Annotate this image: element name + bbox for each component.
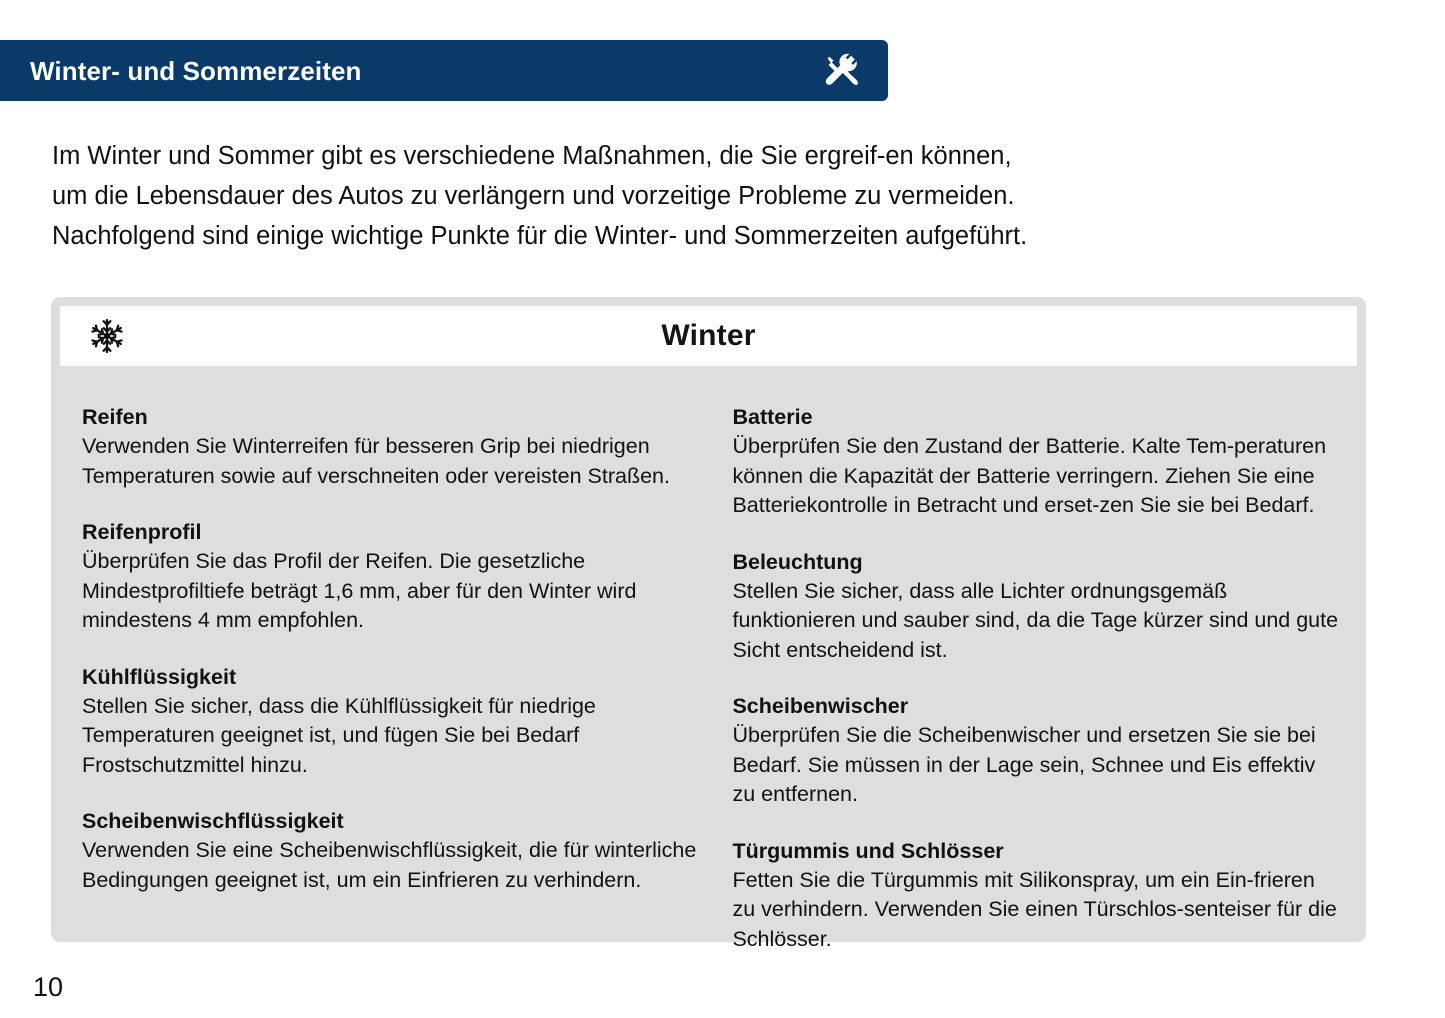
winter-section-header — [60, 306, 1357, 366]
entry-text: Verwenden Sie Winterreifen für besseren Grip bei niedrigen Temperaturen sowie auf verschneiten oder vereisten Straßen. — [82, 434, 670, 488]
list-item — [82, 807, 700, 895]
winter-section-panel — [51, 297, 1366, 951]
list-item — [732, 837, 1339, 955]
list-item — [732, 692, 1339, 810]
list-item — [82, 663, 700, 781]
entry-text: Verwenden Sie eine Scheibenwischflüssigkeit, die für winterliche Bedingungen geeignet ist, um ein Einfrieren zu verhindern. — [82, 838, 697, 892]
entry-text: Stellen Sie sicher, dass alle Lichter ordnungsgemäß funktionieren und sauber sind, da die Tage kürzer sind und gute Sicht entscheidend ist. — [732, 578, 1339, 662]
list-item — [732, 548, 1339, 666]
winter-section-body — [60, 366, 1357, 954]
list-item — [82, 403, 700, 491]
entry-title: Türgummis und Schlösser — [732, 838, 1004, 863]
snowflake-icon — [86, 315, 128, 357]
entry-title: Scheibenwischer — [732, 694, 909, 718]
entry-title: Scheibenwischflüssigkeit — [82, 809, 344, 833]
page-title: Winter- und Sommerzeiten — [30, 55, 362, 86]
list-item — [82, 518, 700, 636]
entry-title: Batterie — [732, 405, 813, 429]
winter-left-column — [60, 403, 710, 954]
intro-paragraph: Im Winter und Sommer gibt es verschiedene Maßnahmen, die Sie ergreif-en können, um die Lebensdauer des Autos zu verlängern und vorzeitige Probleme zu vermeiden. Nachfolgend sind einige wichtige Punkte für die Winter- und Sommerzeiten aufgeführt. — [52, 142, 1028, 250]
entry-title: Kühlflüssigkeit — [82, 664, 237, 689]
winter-right-column — [710, 403, 1357, 954]
page-header-bar — [0, 40, 888, 101]
page-number: 10 — [33, 972, 64, 1002]
list-item — [732, 403, 1339, 521]
entry-text: Überprüfen Sie den Zustand der Batterie. Kalte Tem-peraturen können die Kapazität der Batterie verringern. Ziehen Sie eine Batteriekontrolle in Betracht und erset-zen Sie sie bei Bedarf. — [732, 434, 1327, 517]
season-title: Winter — [661, 319, 756, 352]
entry-text: Überprüfen Sie das Profil der Reifen. Die gesetzliche Mindestprofiltiefe beträgt 1,6 mm, aber für den Winter wird mindestens 4 mm empfohlen. — [82, 549, 637, 632]
screwdriver-wrench-icon — [822, 51, 862, 91]
entry-text: Stellen Sie sicher, dass die Kühlflüssigkeit für niedrige Temperaturen geeignet ist, und fügen Sie bei Bedarf Frostschutzmittel hinzu. — [82, 693, 596, 777]
entry-title: Reifen — [82, 405, 148, 429]
entry-text: Fetten Sie die Türgummis mit Silikonspray, um ein Ein-frieren zu verhindern. Verwenden Sie einen Türschlos-senteiser für die Schlösser. — [732, 867, 1337, 951]
entry-title: Beleuchtung — [732, 549, 863, 574]
entry-title: Reifenprofil — [82, 520, 202, 544]
entry-text: Überprüfen Sie die Scheibenwischer und ersetzen Sie sie bei Bedarf. Sie müssen in der Lage sein, Schnee und Eis effektiv zu entfernen. — [732, 723, 1316, 806]
